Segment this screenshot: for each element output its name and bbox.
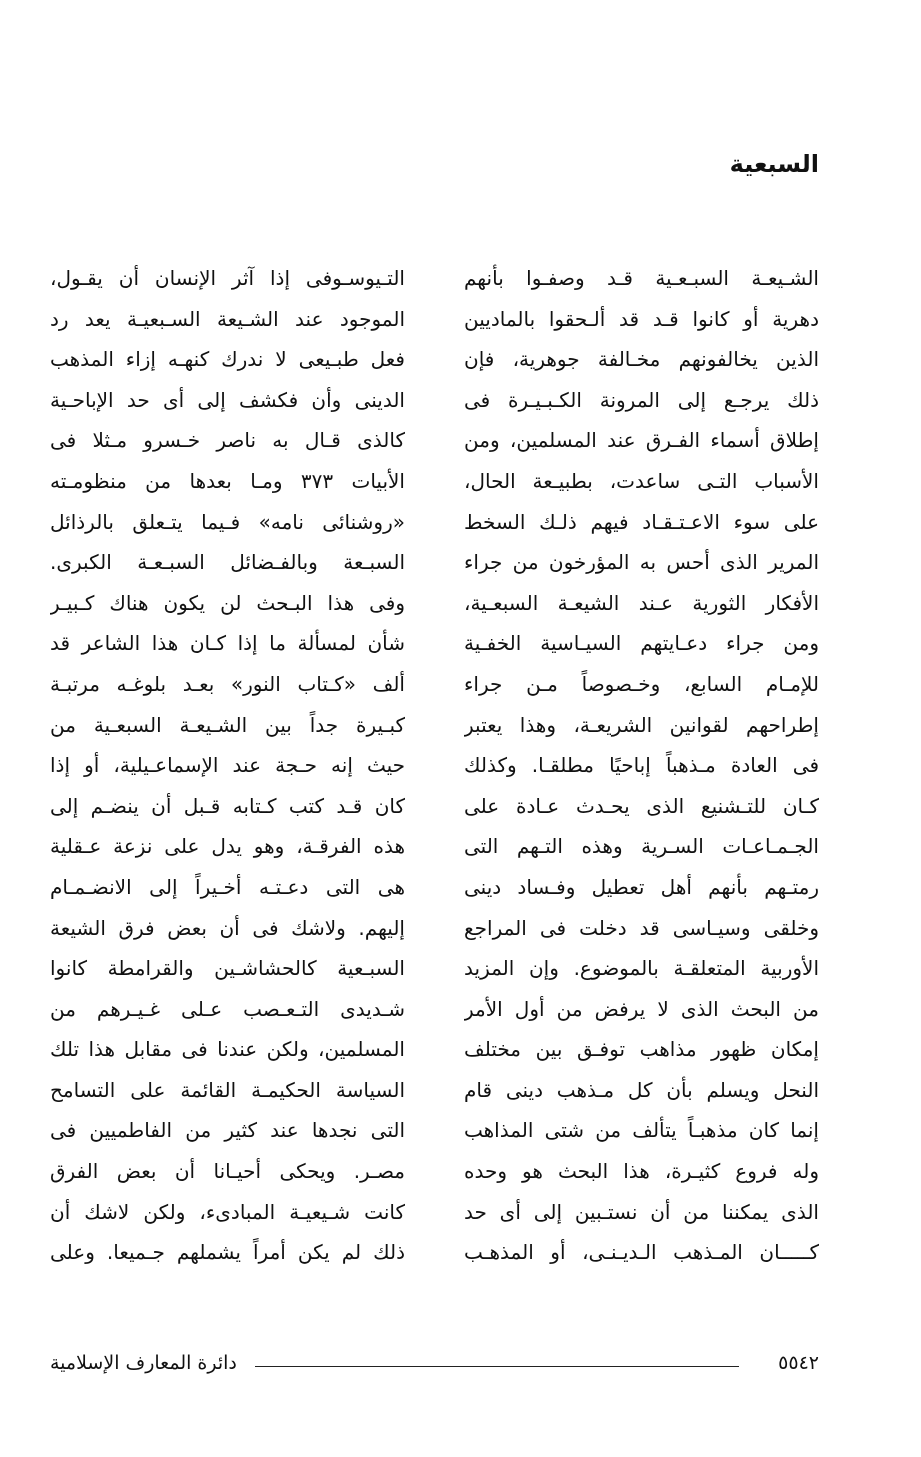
text-line: الجـمـاعـات السـرية وهذه التـهم التى	[464, 834, 819, 859]
text-column-right	[464, 258, 819, 1273]
text-line: للإمـام السابع، وخـصوصاً مـن جراء	[464, 671, 819, 696]
text-line: السبـعة وبالفـضائل السبـعـة الكبرى.	[50, 550, 405, 575]
text-line: كانت شـيعيـة المبادىء، ولكن لاشك أن	[50, 1199, 405, 1224]
text-line: وله فروع كثيـرة، هذا البحث هو وحده	[464, 1159, 819, 1184]
text-line: فعل طبـيعى لا ندرك كنهـه إزاء المذهب	[50, 347, 405, 372]
text-line: السياسة الحكيمـة القائمة على التسامح	[50, 1077, 405, 1102]
publication-name: دائرة المعارف الإسلامية	[50, 1352, 237, 1374]
text-line: كـــــان المـذهب الـديـنـى، أو المذهـب	[464, 1240, 819, 1265]
text-line: التـيوسـوفى إذا آثر الإنسان أن يقـول،	[50, 266, 405, 290]
text-line: مصـر. ويحكى أحيـانا أن بعض الفرق	[50, 1159, 405, 1184]
text-line: الشـيعـة السبـعـية قـد وصفـوا بأنهم	[464, 266, 819, 290]
text-line: شأن لمسألة ما إذا كـان هذا الشاعر قد	[50, 631, 405, 656]
text-line: شـديدى التـعـصب عـلى غـيـرهم من	[50, 996, 405, 1021]
text-line: الأفكار الثورية عـند الشيعـة السبعـية،	[464, 590, 819, 615]
text-line: المسلمين، ولكن عندنا فى مقابل هذا تلك	[50, 1037, 405, 1062]
text-line: الأبيات ٣٧٣ ومـا بعدها من منظومـته	[50, 468, 405, 493]
text-line: الأسباب التـى ساعدت، بطبيـعة الحال،	[464, 468, 819, 493]
text-line: ومن جراء دعـايتهم السيـاسية الخفـية	[464, 631, 819, 656]
text-line: الذين يخالفونهم مخـالفة جوهرية، فإن	[464, 347, 819, 372]
text-column-left	[50, 258, 405, 1273]
text-line: الذى يمكننا من أن نستـبين إلى أى حد	[464, 1199, 819, 1224]
page-footer	[50, 1352, 819, 1382]
text-line: «روشنائى نامه» فـيما يتـعلق بالرذائل	[50, 509, 405, 534]
text-line: النحل ويسلم بأن كل مـذهب دينى قام	[464, 1077, 819, 1102]
text-line: حيث إنه حـجة عند الإسماعـيلية، أو إذا	[50, 753, 405, 778]
page-number: ٥٥٤٢	[778, 1352, 819, 1374]
text-line: إمكان ظهور مذاهب توفـق بين مختلف	[464, 1037, 819, 1062]
text-line: كـان للتـشنيع الذى يحـدث عـادة على	[464, 793, 819, 818]
text-line: إطراحهم لقوانين الشريعـة، وهذا يعتبر	[464, 712, 819, 737]
text-line: كالذى قـال به ناصر خـسرو مـثلا فى	[50, 428, 405, 453]
text-line: ذلك لم يكن أمراً يشملهم جـميعا. وعلى	[50, 1240, 405, 1265]
footer-rule	[255, 1366, 739, 1367]
text-line: إليهم. ولاشك فى أن بعض فرق الشيعة	[50, 915, 405, 940]
text-line: هى التى دعـتـه أخـيراً إلى الانضـمـام	[50, 874, 405, 899]
text-line: فى العادة مـذهباً إباحيًا مطلقـا. وكذلك	[464, 753, 819, 778]
text-line: على سوء الاعـتـقـاد فيهم ذلـك السخط	[464, 509, 819, 534]
text-line: كان قـد كتب كـتابه قـبل أن ينضـم إلى	[50, 793, 405, 818]
text-line: كبـيرة جداً بين الشـيعـة السبعـية من	[50, 712, 405, 737]
text-line: إنما كان مذهبـاً يتألف من شتى المذاهب	[464, 1118, 819, 1143]
text-line: إطلاق أسماء الفـرق عند المسلمين، ومن	[464, 428, 819, 453]
text-line: وخلقى وسيـاسى قد دخلت فى المراجع	[464, 915, 819, 940]
running-title: السبعية	[729, 150, 819, 178]
text-line: من البحث الذى لا يرفض من أول الأمر	[464, 996, 819, 1021]
text-line: المرير الذى أحس به المؤرخون من جراء	[464, 550, 819, 575]
text-line: وفى هذا البـحث لن يكون هناك كـبيـر	[50, 590, 405, 615]
text-line: الدينى وأن فكشف إلى أى حد الإباحـية	[50, 387, 405, 412]
text-line: السبـعية كالحشاشـين والقرامطة كانوا	[50, 956, 405, 981]
text-line: الأوربية المتعلقـة بالموضوع. وإن المزيد	[464, 956, 819, 981]
text-line: الموجود عند الشـيعة السـبعيـة يعد رد	[50, 306, 405, 331]
text-line: دهرية أو كانوا قـد قد ألـحقوا بالماديين	[464, 306, 819, 331]
text-line: ألف «كـتاب النور» بعـد بلوغـه مرتبـة	[50, 671, 405, 696]
text-line: هذه الفرقـة، وهو يدل على نزعة عـقلية	[50, 834, 405, 859]
text-line: رمتـهم بأنهم أهل تعطيل وفـساد دينى	[464, 874, 819, 899]
text-line: التى نجدها عند كثير من الفاطميين فى	[50, 1118, 405, 1143]
text-line: ذلك يرجـع إلى المرونة الكـبـيـرة فى	[464, 387, 819, 412]
